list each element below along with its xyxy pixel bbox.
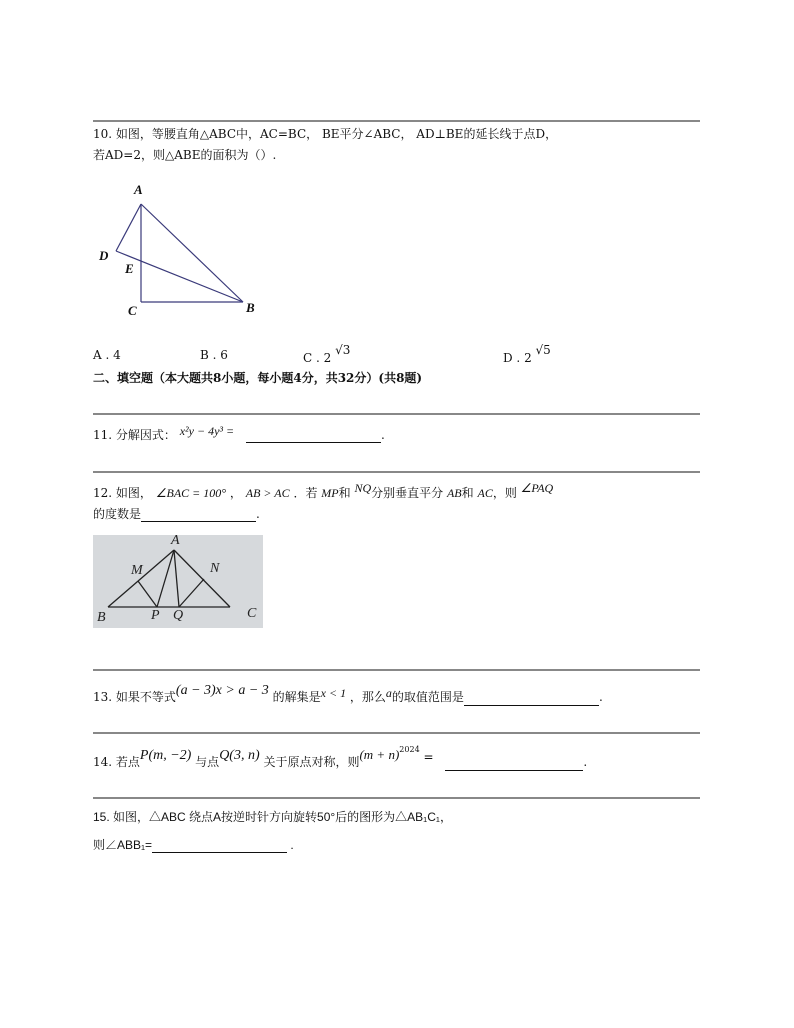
- q12-text: ．若: [293, 486, 318, 500]
- label-N: N: [210, 561, 220, 576]
- choice-b[interactable]: B . 6: [200, 348, 228, 362]
- label-M: M: [131, 563, 143, 578]
- divider: [93, 732, 700, 734]
- q12-answer-blank[interactable]: [141, 521, 256, 522]
- q11-answer-blank[interactable]: [246, 442, 381, 443]
- q13-text: ，那么: [349, 690, 386, 704]
- q12-math: ∠PAQ: [520, 481, 554, 495]
- q14-text: 与点: [195, 755, 220, 769]
- label-C: C: [128, 303, 137, 318]
- q14-math: Q(3, n): [219, 748, 260, 763]
- section-heading: 二、填空题（本大题共8小题，每小题4分，共32分）(共8题): [93, 371, 423, 385]
- q15-line2: [93, 836, 294, 853]
- q14-text: 14. 若点: [93, 755, 140, 769]
- q13-suffix: .: [598, 690, 603, 704]
- choice-d[interactable]: [503, 343, 551, 365]
- q15-answer-blank[interactable]: [152, 852, 287, 853]
- choice-a[interactable]: A . 4: [93, 348, 121, 362]
- choice-d-label: D . 2: [503, 351, 532, 365]
- label-P: P: [151, 608, 160, 623]
- q12-text: 12. 如图，: [93, 486, 152, 500]
- q13-math: (a − 3)x > a − 3: [175, 683, 269, 698]
- q14-exponent: 2024: [399, 745, 420, 754]
- divider: [93, 471, 700, 473]
- label-A: A: [134, 182, 143, 197]
- q11-math: x²y − 4y³ =: [179, 424, 235, 438]
- q13-text: 13. 如果不等式: [93, 690, 176, 704]
- q15-text: 则∠ABB₁=: [93, 838, 153, 852]
- q12-text: ，: [229, 486, 242, 500]
- q13-answer-blank[interactable]: [464, 705, 599, 706]
- q14-text: 关于原点对称，则: [263, 755, 360, 769]
- q12-text: 和: [461, 486, 474, 500]
- choice-d-radical: √5: [535, 343, 551, 357]
- q13-text: 的取值范围是: [391, 690, 464, 704]
- q13: [93, 683, 603, 706]
- q12-line1: [93, 481, 554, 501]
- divider: [93, 413, 700, 415]
- q13-text: 的解集是: [272, 690, 321, 704]
- q14-answer-blank[interactable]: [445, 770, 583, 771]
- q11-suffix: .: [380, 428, 385, 442]
- label-B: B: [97, 610, 106, 625]
- label-A: A: [171, 533, 180, 548]
- q12-photo-figure: [93, 535, 263, 628]
- label-B: B: [246, 300, 255, 315]
- label-C: C: [247, 606, 257, 621]
- q11-prefix: 11. 分解因式：: [93, 428, 176, 442]
- label-Q: Q: [173, 608, 184, 623]
- q14-math: P(m, −2): [139, 748, 192, 763]
- q11: [93, 426, 385, 443]
- q15-line1: 15. 如图，△ABC 绕点A按逆时针方向旋转50°后的图形为△AB₁C₁，: [93, 810, 452, 824]
- choice-c-radical: √3: [335, 343, 351, 357]
- q12-math: ∠BAC = 100°: [155, 486, 227, 500]
- q14-math: (m + n): [359, 747, 400, 762]
- q12-line2: [93, 505, 260, 522]
- divider: [93, 669, 700, 671]
- q14: [93, 745, 588, 771]
- q12-suffix: .: [256, 507, 260, 521]
- q12-text: 分别垂直平分: [371, 486, 444, 500]
- q12-text: 和: [338, 486, 351, 500]
- q12-text: 的度数是: [93, 507, 142, 521]
- q14-equals: =: [423, 750, 434, 764]
- q10-line2: 若AD=2，则△ABE的面积为（）.: [93, 148, 277, 162]
- q15-suffix: .: [290, 838, 294, 852]
- choice-c[interactable]: [303, 343, 351, 365]
- q12-math: MP: [321, 486, 339, 500]
- q12-math: AC: [477, 486, 493, 500]
- label-E: E: [125, 261, 134, 276]
- q12-math: AB > AC: [245, 486, 290, 500]
- q12-math: NQ: [354, 481, 372, 495]
- q13-math: x < 1: [320, 686, 347, 700]
- choice-c-label: C . 2: [303, 351, 332, 365]
- divider: [93, 797, 700, 799]
- q12-text: ，则: [492, 486, 517, 500]
- label-D: D: [99, 248, 109, 263]
- q12-math: AB: [446, 486, 462, 500]
- q14-suffix: .: [583, 755, 588, 769]
- q10-line1: 10. 如图，等腰直角△ABC中，AC=BC， BE平分∠ABC， AD⊥BE的延长线于点D，: [93, 127, 558, 141]
- q13-math: a: [385, 686, 392, 700]
